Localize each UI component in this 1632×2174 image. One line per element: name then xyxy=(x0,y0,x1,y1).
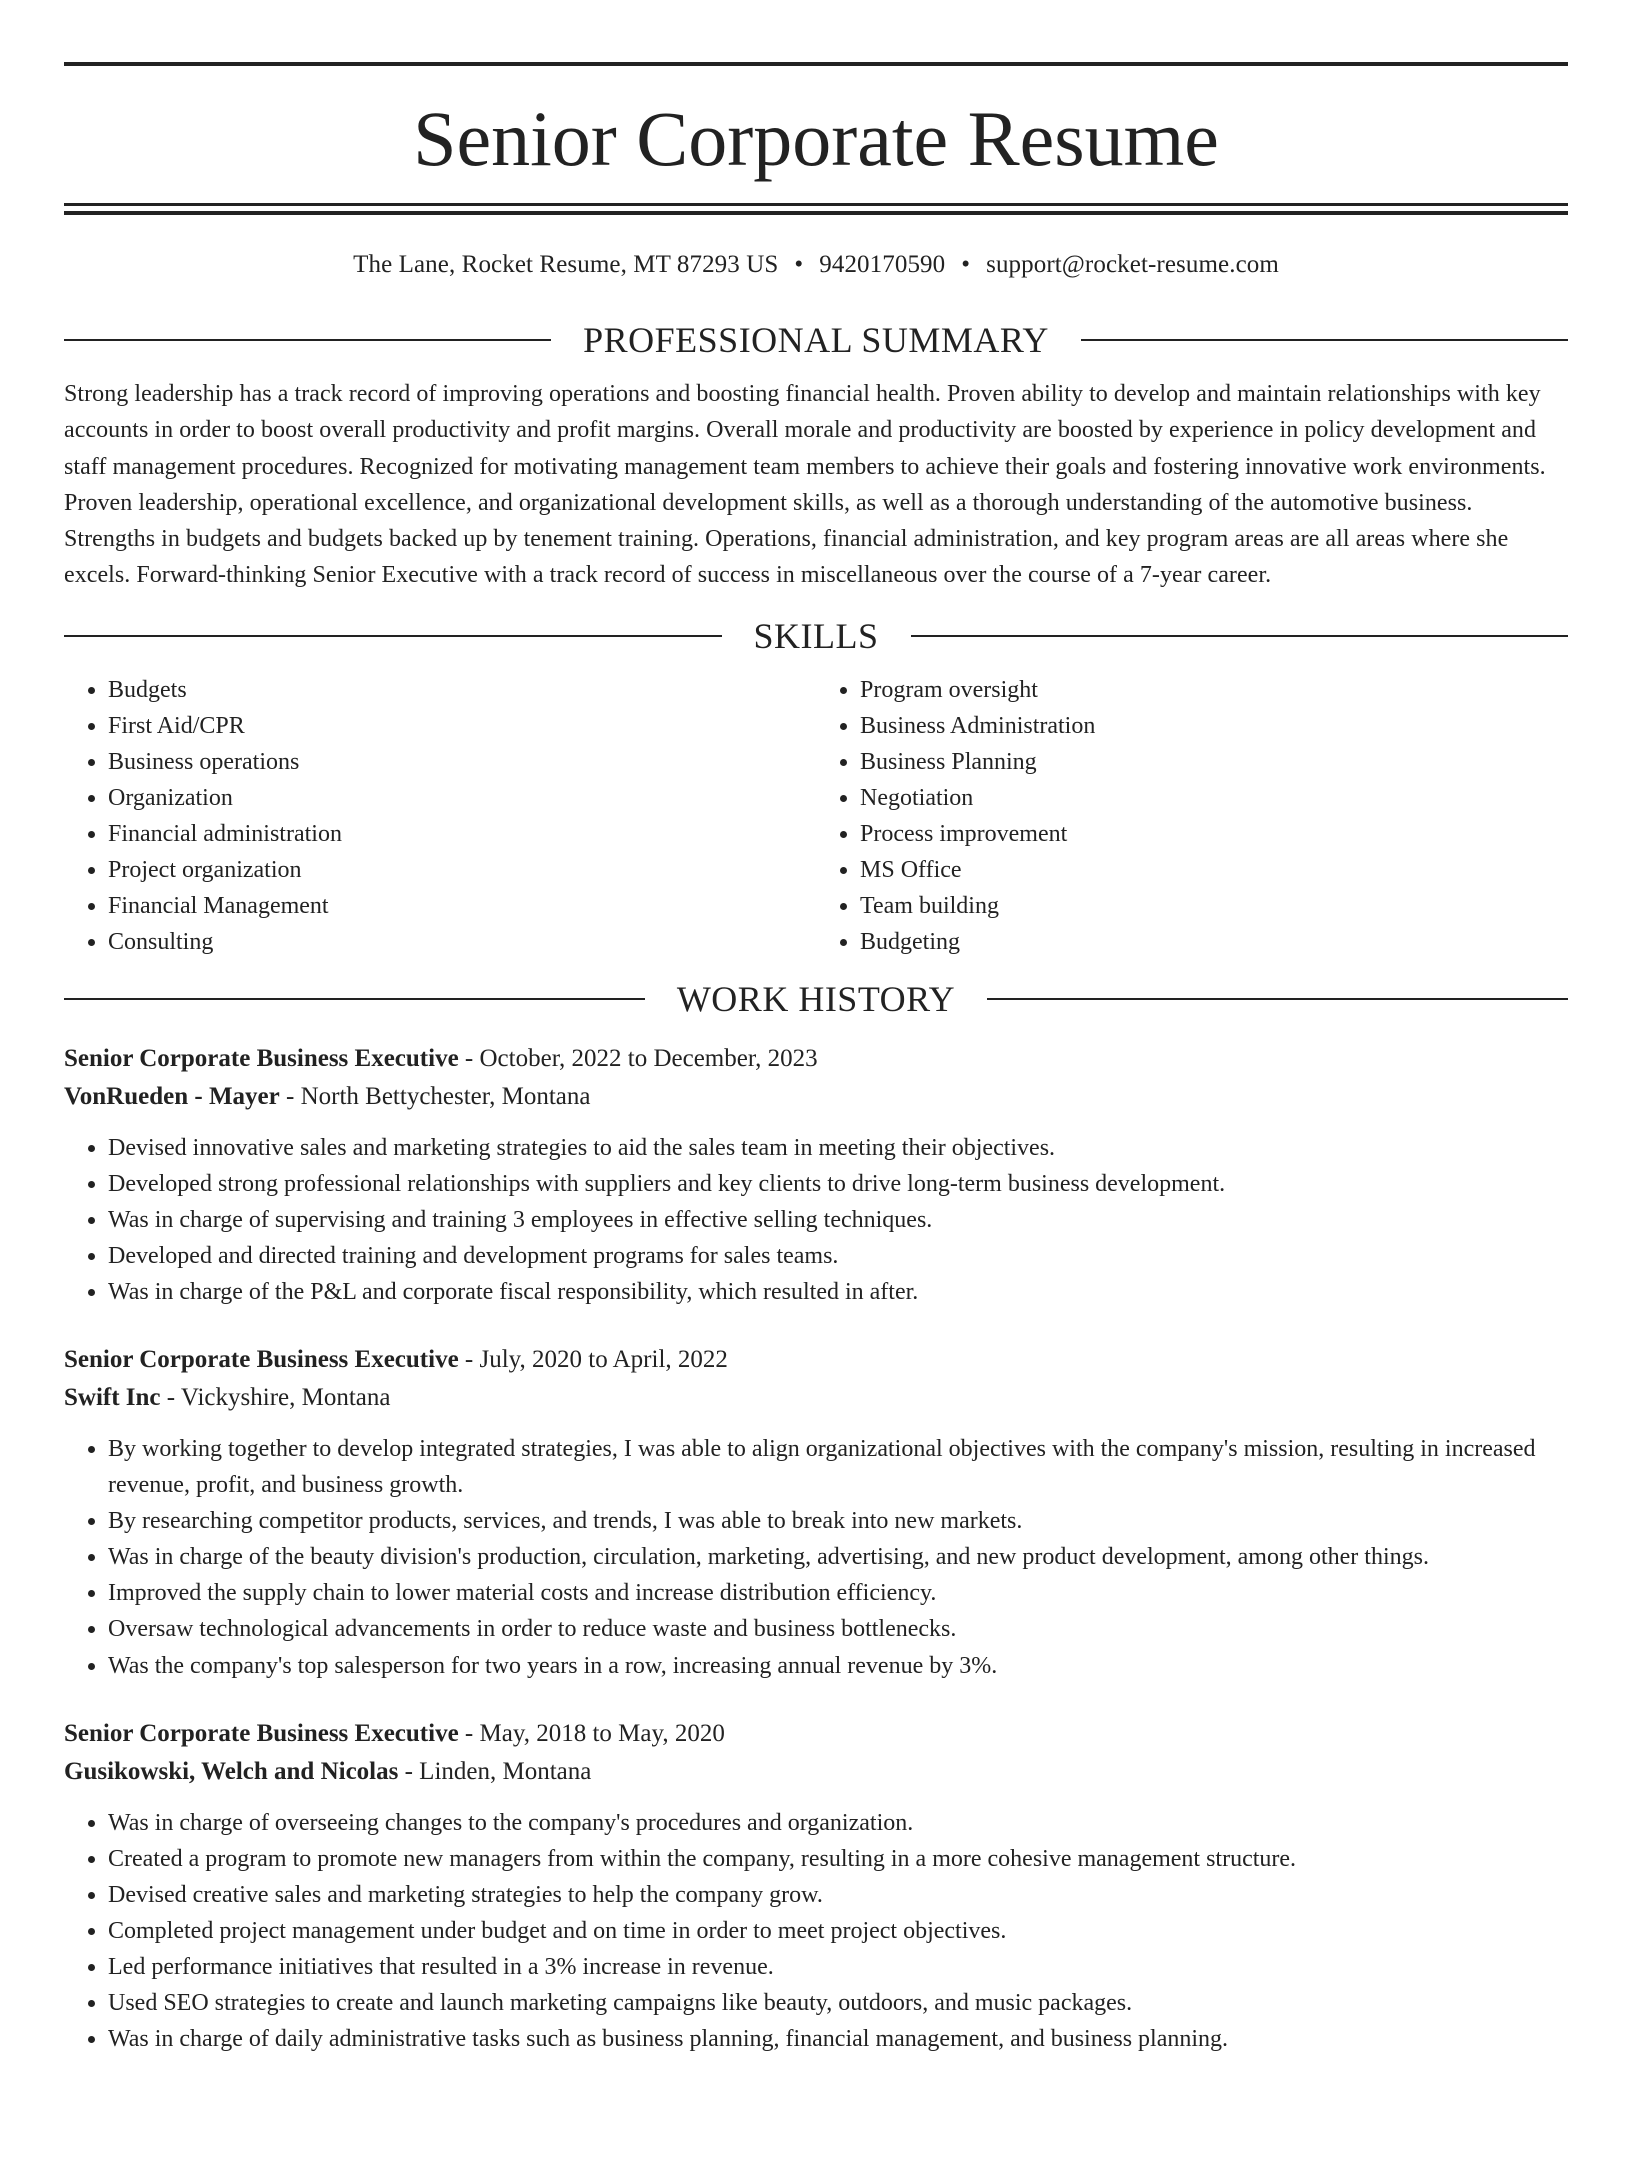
job-bullets xyxy=(64,1130,1568,1310)
contact-phone: 9420170590 xyxy=(819,251,946,278)
job-bullet: • Was in charge of the P&L and corporate fiscal responsibility, which resulted in after. xyxy=(108,1274,1568,1310)
resume-page xyxy=(0,62,1632,2174)
job-location: - Vickyshire, Montana xyxy=(160,1384,391,1411)
job-title-line xyxy=(64,1341,1568,1379)
job-title: Senior Corporate Business Executive xyxy=(64,1346,459,1373)
summary-heading-label: PROFESSIONAL SUMMARY xyxy=(583,320,1049,360)
job-bullets xyxy=(64,1431,1568,1684)
job-location: - North Bettychester, Montana xyxy=(279,1082,591,1110)
job-location: - Linden, Montana xyxy=(398,1757,592,1785)
title-double-rule xyxy=(64,203,1568,215)
job-bullet: • Was in charge of daily administrative tasks such as business planning, financial management, and business planning. xyxy=(108,2021,1568,2057)
job-bullet: • Used SEO strategies to create and launch marketing campaigns like beauty, outdoors, and music packages. xyxy=(108,1985,1568,2021)
job-title-line xyxy=(64,1715,1568,1753)
job-bullet: • Led performance initiatives that resulted in a 3% increase in revenue. xyxy=(108,1949,1568,1985)
job-bullet: • By working together to develop integrated strategies, I was able to align organizational objectives with the company's mission, resulting in increased revenue, profit, and business growth. xyxy=(108,1431,1568,1503)
skill-item: • Project organization xyxy=(108,852,816,888)
skills-column-right xyxy=(816,672,1568,961)
job-title-line xyxy=(64,1040,1568,1078)
skill-item: • Budgeting xyxy=(860,924,1568,960)
skill-item: • Team building xyxy=(860,888,1568,924)
job-company: Swift Inc xyxy=(64,1384,161,1411)
contact-address: The Lane, Rocket Resume, MT 87293 US xyxy=(353,251,779,278)
job-bullet: • Was in charge of overseeing changes to the company's procedures and organization. xyxy=(108,1805,1568,1841)
work-heading-label: WORK HISTORY xyxy=(676,978,956,1019)
job-company-line xyxy=(64,1078,1568,1116)
heading-rule-right xyxy=(1081,339,1568,341)
heading-rule-left xyxy=(64,998,645,1000)
work-heading xyxy=(64,979,1568,1019)
job-bullet: • Devised innovative sales and marketing strategies to aid the sales team in meeting their objectives. xyxy=(108,1130,1568,1166)
job-bullet: • Developed strong professional relationships with suppliers and key clients to drive long-term business development. xyxy=(108,1166,1568,1202)
skill-item: • First Aid/CPR xyxy=(108,708,816,744)
job-bullet: • Oversaw technological advancements in order to reduce waste and business bottlenecks. xyxy=(108,1611,1568,1647)
skill-item: • Business Administration xyxy=(860,708,1568,744)
skill-item: • Financial Management xyxy=(108,888,816,924)
job-bullet: • Devised creative sales and marketing strategies to help the company grow. xyxy=(108,1877,1568,1913)
job-bullet: • Was in charge of the beauty division's production, circulation, marketing, advertising, and new product development, among other things. xyxy=(108,1539,1568,1575)
skill-item: • Process improvement xyxy=(860,816,1568,852)
skill-item: • Organization xyxy=(108,780,816,816)
contact-email: support@rocket-resume.com xyxy=(986,251,1279,278)
heading-rule-left xyxy=(64,339,551,341)
skill-item: • Financial administration xyxy=(108,816,816,852)
skills-column-left xyxy=(64,672,816,961)
heading-rule-left xyxy=(64,635,722,637)
job-bullet: • Was in charge of supervising and training 3 employees in effective selling techniques. xyxy=(108,1202,1568,1238)
job-bullet: • Completed project management under budget and on time in order to meet project objectives. xyxy=(108,1913,1568,1949)
skills-heading-label: SKILLS xyxy=(753,615,879,656)
job-entry xyxy=(64,1341,1568,1684)
skill-item: • Consulting xyxy=(108,924,816,960)
job-bullet: • Was the company's top salesperson for two years in a row, increasing annual revenue by 3%. xyxy=(108,1648,1568,1684)
resume-title: Senior Corporate Resume xyxy=(413,95,1219,182)
job-company-line xyxy=(64,1753,1568,1791)
job-company: Gusikowski, Welch and Nicolas xyxy=(64,1757,399,1785)
skills-list xyxy=(64,672,1568,961)
job-bullet: • By researching competitor products, services, and trends, I was able to break into new markets. xyxy=(108,1503,1568,1539)
skill-item: • Program oversight xyxy=(860,672,1568,708)
summary-text: Strong leadership has a track record of improving operations and boosting financial health. Proven ability to develop and maintain relationships with key accounts in order to boost overall productivity and profit margins. Overall morale and productivity are boosted by experience in policy development and staff management procedures. Recognized for motivating management team members to achieve their goals and fostering innovative work environments. Proven leadership, operational excellence, and organizational development skills, as well as a thorough understanding of the automotive business. Strengths in budgets and budgets backed up by tenement training. Operations, financial administration, and key program areas are all areas where she excels. Forward-thinking Senior Executive with a track record of success in miscellaneous over the course of a 7-year career. xyxy=(64,381,1546,589)
job-entry xyxy=(64,1715,1568,2058)
skills-heading xyxy=(64,616,1568,656)
skill-item: • MS Office xyxy=(860,852,1568,888)
job-company-line xyxy=(64,1379,1568,1417)
skill-item: • Business Planning xyxy=(860,744,1568,780)
contact-separator: • xyxy=(961,251,971,278)
job-title: Senior Corporate Business Executive xyxy=(64,1719,459,1747)
contact-separator: • xyxy=(794,251,804,278)
job-dates: - July, 2020 to April, 2022 xyxy=(458,1346,728,1373)
job-bullet: • Developed and directed training and development programs for sales teams. xyxy=(108,1238,1568,1274)
job-entry xyxy=(64,1040,1568,1310)
job-bullet: • Created a program to promote new managers from within the company, resulting in a more cohesive management structure. xyxy=(108,1841,1568,1877)
job-dates: - May, 2018 to May, 2020 xyxy=(458,1719,725,1747)
contact-line xyxy=(64,245,1568,285)
job-company: VonRueden - Mayer xyxy=(64,1082,280,1110)
heading-rule-right xyxy=(987,998,1568,1000)
job-bullet: • Improved the supply chain to lower material costs and increase distribution efficiency. xyxy=(108,1575,1568,1611)
summary-heading xyxy=(64,320,1568,360)
job-dates: - October, 2022 to December, 2023 xyxy=(458,1044,818,1072)
job-title: Senior Corporate Business Executive xyxy=(64,1044,459,1072)
heading-rule-right xyxy=(911,635,1569,637)
skill-item: • Negotiation xyxy=(860,780,1568,816)
job-bullets xyxy=(64,1805,1568,2058)
skill-item: • Business operations xyxy=(108,744,816,780)
skill-item: • Budgets xyxy=(108,672,816,708)
